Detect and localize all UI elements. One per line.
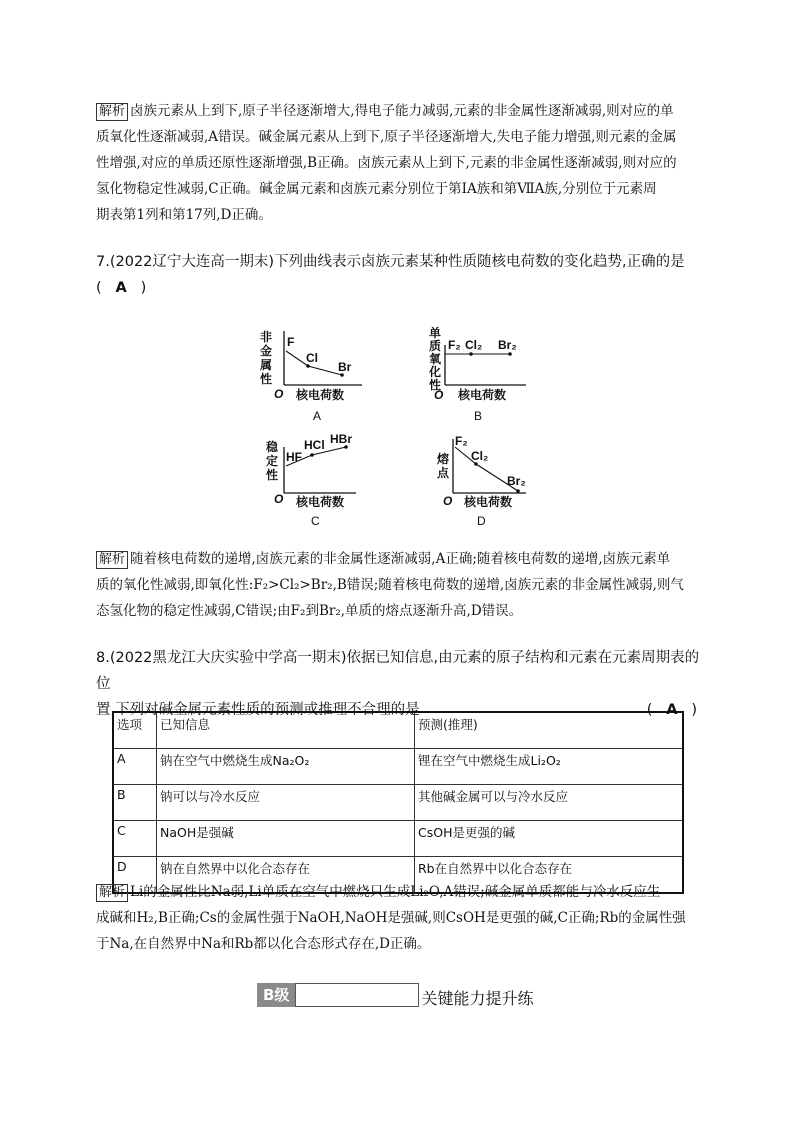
table-header-row [113,712,683,749]
table-header: 选项 [113,712,157,749]
table-row [113,785,683,821]
ylabel-char: 熔 [437,452,450,466]
origin-label: O [274,387,284,401]
point-label: F [287,335,295,349]
point-label: Cl₂ [471,449,489,463]
ylabel-char: 非 [260,330,273,344]
ylabel-char: 化 [429,365,442,379]
panel-label: D [477,514,486,528]
section-level: B级 [257,983,295,1007]
ylabel-char: 质 [429,339,442,353]
table-cell: NaOH是强碱 [157,821,415,857]
explanation-tag: 解析 [96,551,128,569]
ylabel-char: 单 [429,326,442,340]
panel-label: B [474,409,483,423]
point-label: F₂ [448,338,461,352]
point-label: Br₂ [507,474,526,488]
panel-label: A [313,409,322,423]
ylabel-char: 氧 [429,352,442,366]
ylabel-char: 性 [429,378,442,392]
question-8-stem: 8.(2022黑龙江大庆实验中学高一期末)依据已知信息,由元素的原子结构和元素在元素周期表的位 [96,650,700,692]
x-axis-label: 核电荷数 [296,495,345,509]
origin-label: O [443,494,453,508]
table-cell: 钠在自然界中以化合态存在 [157,857,415,894]
data-point [310,453,314,457]
table-cell: C [113,821,157,857]
chart-b [428,325,538,425]
ylabel-char: 稳 [266,440,279,454]
ylabel-char: 点 [437,466,450,480]
x-axis-label: 核电荷数 [296,388,345,402]
ylabel-char: 金 [260,344,273,358]
data-point [508,352,512,356]
point-label: Cl₂ [465,338,483,352]
question-7-stem: 7.(2022辽宁大连高一期末)下列曲线表示卤族元素某种性质随核电荷数的变化趋势,正确的是 [96,254,685,270]
point-label: Br₂ [498,338,517,352]
section-blank-box [295,983,419,1007]
section-title: 关键能力提升练 [421,989,534,1008]
x-axis-label: 核电荷数 [458,388,507,402]
panel-label: C [311,514,320,528]
explanation-q8: 解析 Li的金属性比Na弱,Li单质在空气中燃烧只生成Li₂O,A错误;碱金属单质都能与冷水反应生 成碱和H₂,B正确;Cs的金属性强于NaOH,NaOH是强碱,则CsOH是更强的碱,C正确;Rb的金属性强 于Na,在自然界中Na和Rb都以化合态形式存在,D正确。 [96,884,686,952]
table-cell: CsOH是更强的碱 [415,821,684,857]
answer-bracket: ( A ) [646,702,697,718]
ylabel-char: 属 [260,358,273,372]
answer: A [115,280,127,296]
x-axis-label: 核电荷数 [464,495,513,509]
answer-bracket: ( A ) [96,280,147,296]
table-cell: B [113,785,157,821]
table-cell: Rb在自然界中以化合态存在 [415,857,684,894]
point-label: F₂ [455,434,468,448]
answer: A [666,702,678,718]
ylabel-char: 性 [266,468,279,482]
data-point [516,489,520,493]
origin-label: O [434,388,444,402]
table-row [113,821,683,857]
explanation-tag: 解析 [96,884,128,902]
table-header: 预测(推理) [415,712,684,749]
point-label: Br [338,360,352,374]
data-point [469,352,473,356]
point-label: Cl [306,351,318,365]
chart-d [428,433,538,533]
table-header: 已知信息 [157,712,415,749]
section-banner [257,983,533,1007]
chart-c [258,433,368,533]
explanation-q7: 解析 随着核电荷数的递增,卤族元素的非金属性逐渐减弱,A正确;随着核电荷数的递增,卤族元素单 质的氧化性减弱,即氧化性:F₂>Cl₂>Br₂,B错误;随着核电荷数的递增,卤族元素的非金属性减弱,则气 态氢化物的稳定性减弱,C错误;由F₂到Br₂,单质的熔点逐渐升高,D错误。 [96,551,684,619]
explanation-tag: 解析 [96,103,128,121]
table-cell: D [113,857,157,894]
table-cell: 钠在空气中燃烧生成Na₂O₂ [157,749,415,785]
point-label: HCl [304,438,325,452]
ylabel-char: 性 [260,372,273,386]
table-cell: 钠可以与冷水反应 [157,785,415,821]
table-cell: 锂在空气中燃烧生成Li₂O₂ [415,749,684,785]
table-row [113,749,683,785]
table-cell: 其他碱金属可以与冷水反应 [415,785,684,821]
question-8: 8.(2022黑龙江大庆实验中学高一期末)依据已知信息,由元素的原子结构和元素在元素周期表的位 置,下列对碱金属元素性质的预测或推理不合理的是 ( A ) [96,645,701,723]
question-7 [96,249,701,301]
options-table [112,711,684,894]
table-cell: A [113,749,157,785]
point-label: HF [286,450,302,464]
explanation-q6: 解析 卤族元素从上到下,原子半径逐渐增大,得电子能力减弱,元素的非金属性逐渐减弱,则对应的单 质氧化性逐渐减弱,A错误。碱金属元素从上到下,原子半径逐渐增大,失电子能力增强,则元素的金属 性增强,对应的单质还原性逐渐增强,B正确。卤族元素从上到下,元素的非金属性逐渐减弱,则对应的 氢化物稳定性减弱,C正确。碱金属元素和卤族元素分别位于第ⅠA族和第ⅦA族,分别位于元素周 期表第1列和第17列,D正确。 [96,103,677,223]
origin-label: O [274,492,284,506]
point-label: HBr [330,433,353,446]
chart-a [258,325,368,425]
ylabel-char: 定 [266,454,279,468]
